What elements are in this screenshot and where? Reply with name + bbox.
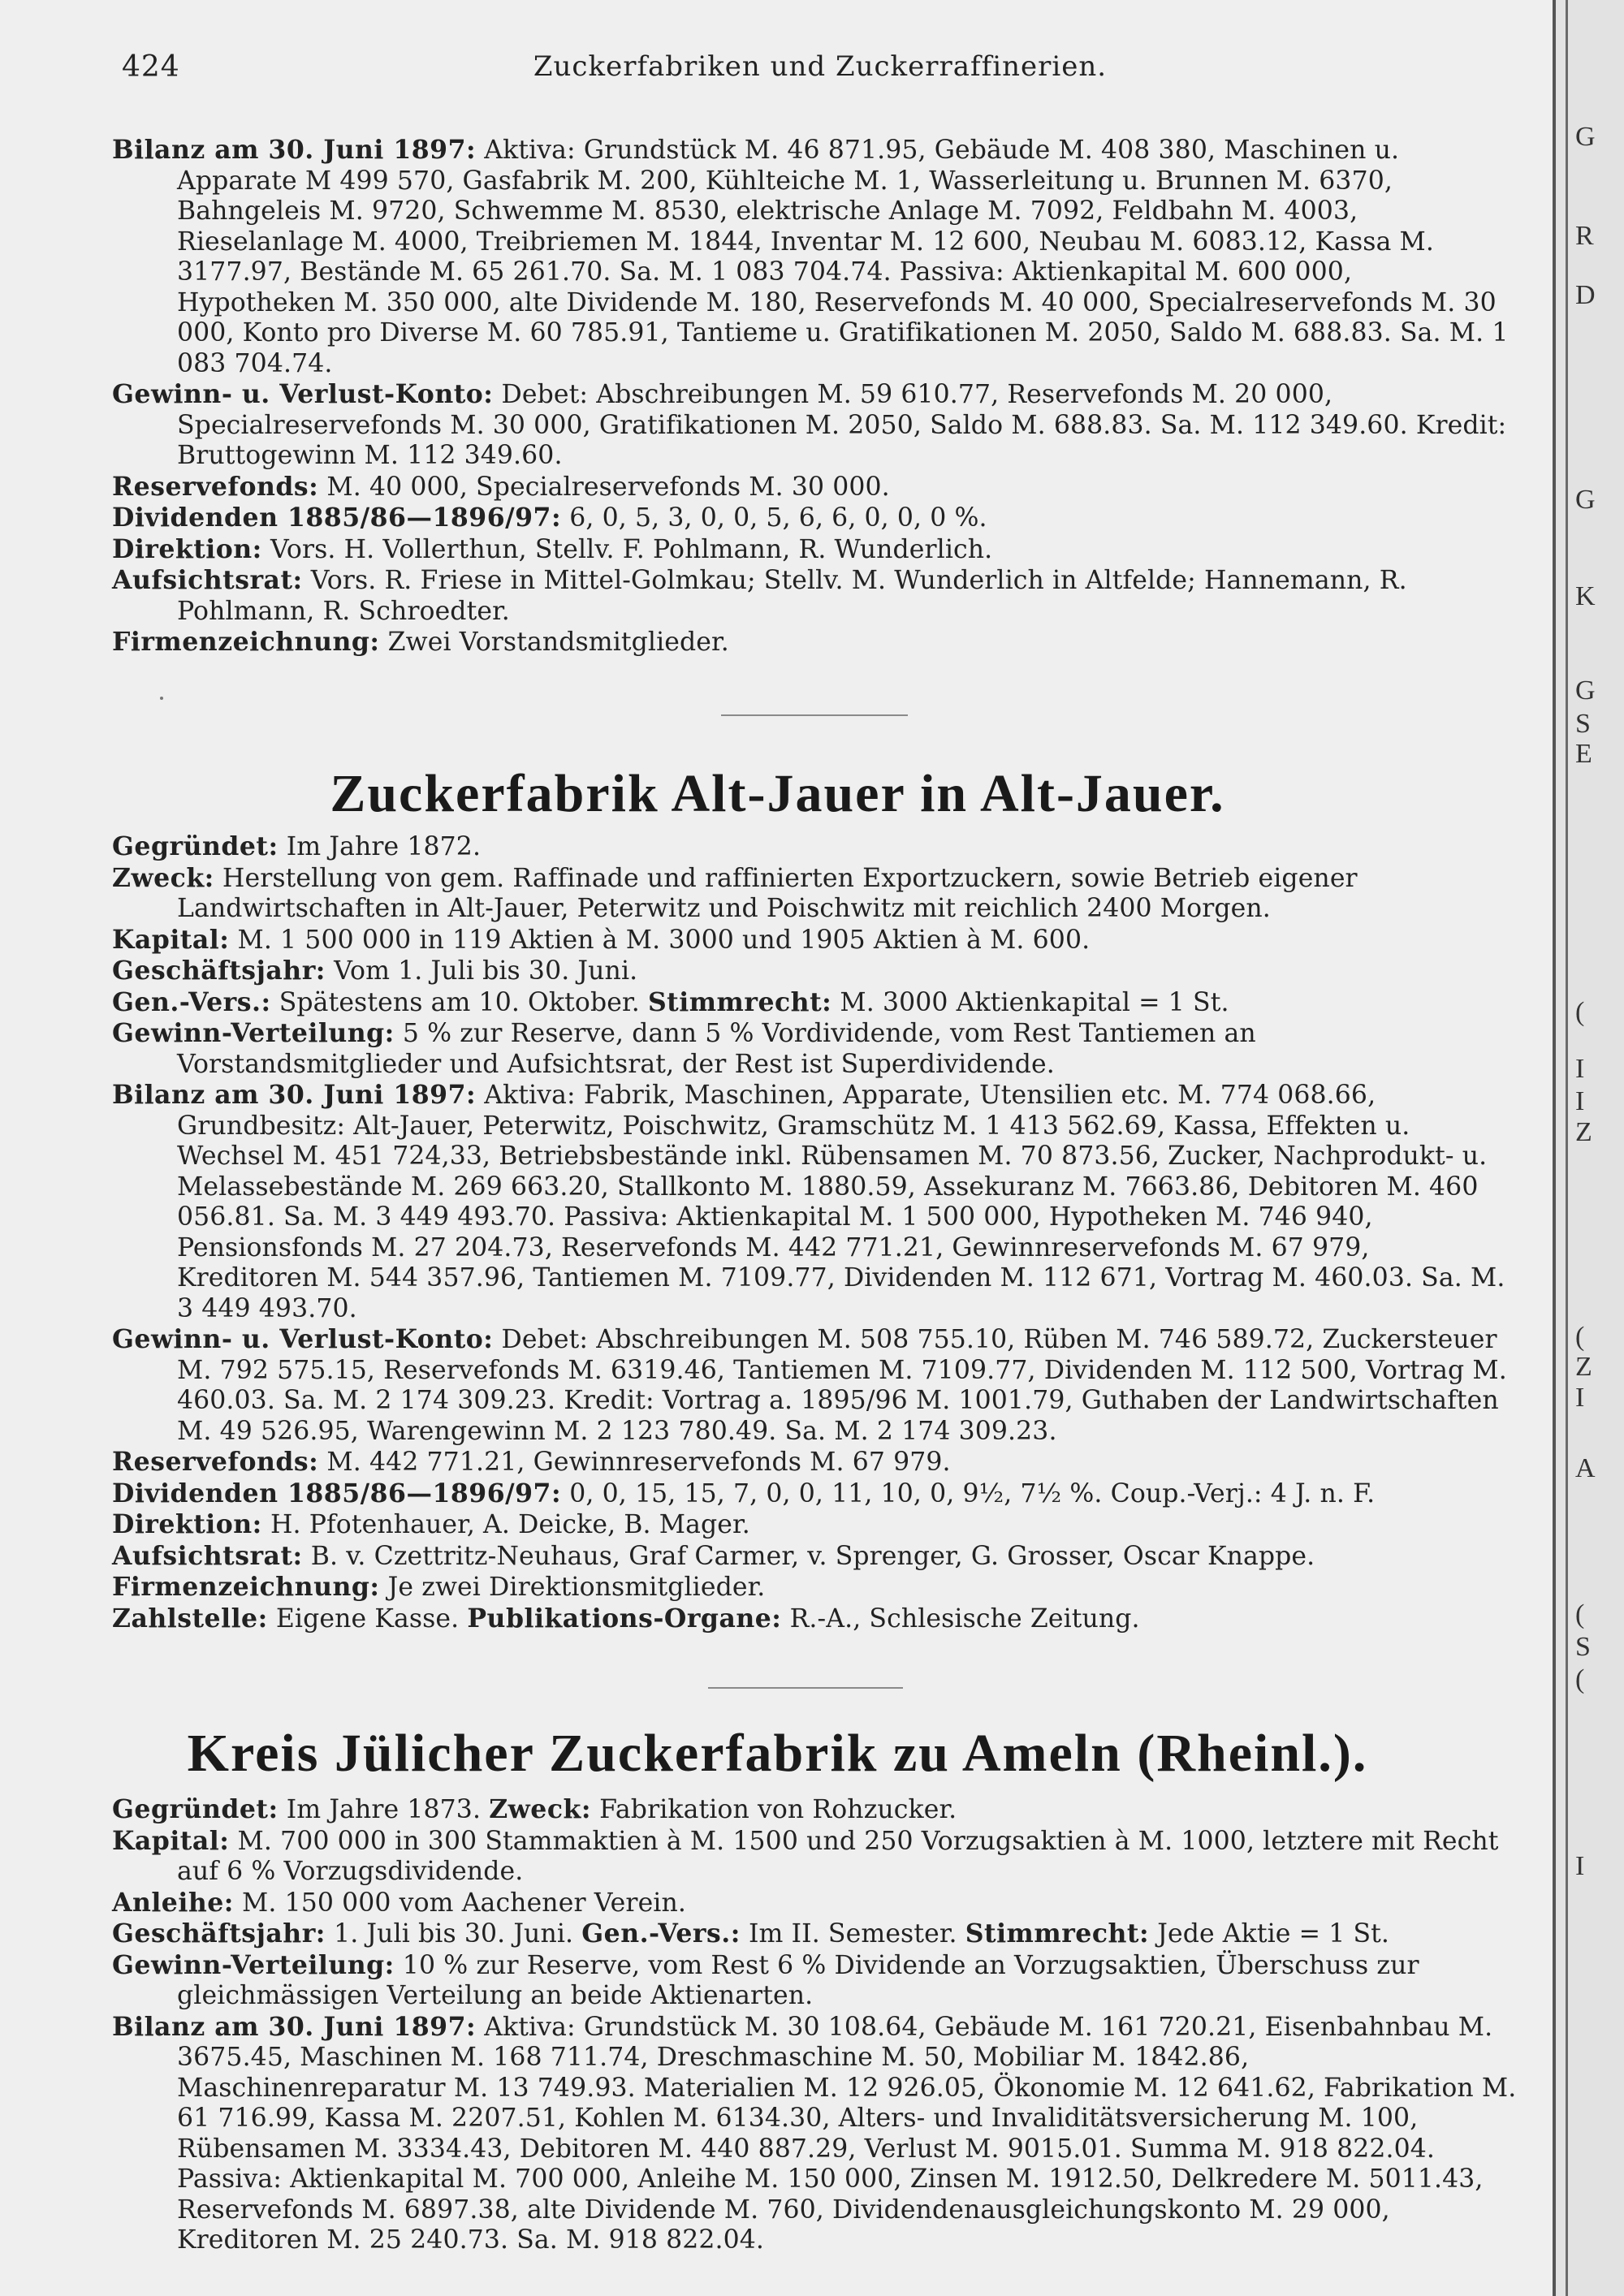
- edge-letter: K: [1575, 581, 1596, 611]
- field-label: Gewinn-Verteilung:: [112, 1949, 395, 1980]
- page-fold-line-secondary: [1566, 0, 1568, 2296]
- supervisory-board-paragraph: [112, 565, 1518, 627]
- supervisory-board-paragraph: [112, 1541, 1518, 1573]
- field-label: Bilanz am 30. Juni 1897:: [112, 135, 477, 165]
- field-label: Dividenden 1885/86—1896/97:: [112, 1478, 562, 1508]
- field-label: Stimmrecht:: [965, 1918, 1150, 1949]
- field-text: M. 3000 Aktienkapital = 1 St.: [840, 987, 1229, 1017]
- edge-letter: D: [1575, 280, 1596, 310]
- field-text: Debet: Abschreibungen M. 59 610.77, Reservefonds M. 20 000, Specialreservefonds M. 30 000, Gratifikationen M. 2050, Saldo M. 688.83. Sa. M. 112 349.60. Kredit: Bruttogewinn M. 112 349.60.: [177, 380, 1507, 470]
- field-text: H. Pfotenhauer, A. Deicke, B. Mager.: [270, 1510, 750, 1539]
- field-label: Aufsichtsrat:: [112, 1540, 303, 1571]
- profit-distribution-paragraph: [112, 1950, 1518, 2012]
- field-text: M. 40 000, Specialreservefonds M. 30 000.: [326, 472, 890, 502]
- edge-letter: S: [1575, 1632, 1591, 1662]
- field-text: M. 442 771.21, Gewinnreservefonds M. 67 979.: [326, 1448, 951, 1477]
- page-fold-line: [1553, 0, 1556, 2296]
- field-text: Aktiva: Grundstück M. 46 871.95, Gebäude M. 408 380, Maschinen u. Apparate M 499 570, Gasfabrik M. 200, Kühlteiche M. 1, Wasserleitung u. Brunnen M. 6370, Bahngeleis M. 9720, Schwemme M. 8530, elektrische Anlage M. 7092, Feldbahn M. 4003, Rieselanlage M. 4000, Treibriemen M. 1844, Inventar M. 12 600, Neubau M. 6083.12, Kassa M. 3177.97, Bestände M. 65 261.70. Sa. M. 1 083 704.74. Passiva: Aktienkapital M. 600 000, Hypotheken M. 350 000, alte Dividende M. 180, Reservefonds M. 40 000, Specialreservefonds M. 30 000, Konto pro Diverse M. 60 785.91, Tantieme u. Gratifikationen M. 2050, Saldo M. 688.83. Sa. M. 1 083 704.74.: [177, 136, 1509, 378]
- field-text: M. 1 500 000 in 119 Aktien à M. 3000 und 1905 Aktien à M. 600.: [237, 925, 1091, 955]
- profit-loss-paragraph: [112, 379, 1518, 472]
- fiscal-year-paragraph: [112, 956, 1518, 987]
- section-divider: [721, 714, 908, 716]
- edge-letter: G: [1575, 675, 1596, 706]
- edge-letter: Z: [1575, 1352, 1592, 1382]
- company-title: Zuckerfabrik Alt-Jauer in Alt-Jauer.: [330, 764, 1225, 823]
- edge-letter: (: [1575, 1664, 1585, 1694]
- edge-letter: I: [1575, 1851, 1585, 1881]
- reserve-fund-paragraph: [112, 1447, 1518, 1478]
- field-text: Jede Aktie = 1 St.: [1157, 1919, 1390, 1949]
- field-text: Je zwei Direktionsmitglieder.: [387, 1573, 766, 1602]
- company-title: Kreis Jülicher Zuckerfabrik zu Ameln (Rheinl.).: [187, 1724, 1368, 1783]
- field-text: 6, 0, 5, 3, 0, 0, 5, 6, 6, 0, 0, 0 %.: [569, 503, 987, 533]
- section-continued-entry: [112, 135, 1518, 658]
- edge-letter: R: [1575, 221, 1594, 251]
- profit-distribution-paragraph: [112, 1018, 1518, 1080]
- profit-loss-paragraph: [112, 1324, 1518, 1447]
- capital-paragraph: [112, 925, 1518, 956]
- field-label: Reservefonds:: [112, 471, 319, 502]
- field-label: Geschäftsjahr:: [112, 956, 326, 986]
- field-label: Gen.-Vers.:: [581, 1918, 741, 1949]
- field-label: Zweck:: [489, 1794, 591, 1824]
- field-text: Vom 1. Juli bis 30. Juni.: [334, 956, 638, 986]
- edge-letter: (: [1575, 1599, 1585, 1629]
- signature-paragraph: [112, 627, 1518, 658]
- field-label: Zweck:: [112, 862, 214, 893]
- field-text: Debet: Abschreibungen M. 508 755.10, Rüben M. 746 589.72, Zuckersteuer M. 792 575.15, Reservefonds M. 6319.46, Tantiemen M. 7109.77, Dividenden M. 112 500, Vortrag M. 460.03. Sa. M. 2 174 309.23. Kredit: Vortrag a. 1895/96 M. 1001.79, Guthaben der Landwirtschaften M. 49 526.95, Warengewinn M. 2 123 780.49. Sa. M. 2 174 309.23.: [177, 1325, 1507, 1446]
- company-entry-ameln: [112, 1794, 1518, 2256]
- fiscal-year-paragraph: [112, 1918, 1518, 1950]
- field-text: Herstellung von gem. Raffinade und raffinierten Exportzuckern, sowie Betrieb eigener Landwirtschaften in Alt-Jauer, Peterwitz und Poischwitz mit reichlich 2400 Morgen.: [177, 863, 1358, 923]
- field-text: 10 % zur Reserve, vom Rest 6 % Dividende an Vorzugsaktien, Überschuss zur gleichmässigen Verteilung an beide Aktienarten.: [177, 1950, 1419, 2010]
- reserve-fund-paragraph: [112, 472, 1518, 503]
- field-label: Gegründet:: [112, 1794, 279, 1824]
- field-label: Zahlstelle:: [112, 1603, 268, 1634]
- field-label: Firmenzeichnung:: [112, 627, 380, 657]
- field-text: Im II. Semester.: [748, 1919, 957, 1949]
- field-text: Zwei Vorstandsmitglieder.: [387, 628, 729, 657]
- edge-letter: (: [1575, 1322, 1585, 1352]
- balance-sheet-paragraph: [112, 135, 1518, 379]
- purpose-paragraph: [112, 863, 1518, 925]
- field-text: Aktiva: Grundstück M. 30 108.64, Gebäude M. 161 720.21, Eisenbahnbau M. 3675.45, Maschinen M. 168 711.74, Dreschmaschine M. 50, Mobiliar M. 1842.86, Maschinenreparatur M. 13 749.93. Materialien M. 12 926.05, Ökonomie M. 12 641.62, Fabrikation M. 61 716.99, Kassa M. 2207.51, Kohlen M. 6134.30, Alters- und Invaliditätsversicherung M. 100, Rübensamen M. 3334.43, Debitoren M. 440 887.29, Verlust M. 9015.01. Summa M. 918 822.04. Passiva: Aktienkapital M. 700 000, Anleihe M. 150 000, Zinsen M. 1912.50, Delkredere M. 5011.43, Reservefonds M. 6897.38, alte Dividende M. 760, Dividendenausgleichungskonto M. 29 000, Kreditoren M. 25 240.73. Sa. M. 918 822.04.: [177, 2012, 1517, 2255]
- dividends-paragraph: [112, 503, 1518, 534]
- loan-paragraph: [112, 1888, 1518, 1919]
- field-text: Aktiva: Fabrik, Maschinen, Apparate, Utensilien etc. M. 774 068.66, Grundbesitz: Alt-Jauer, Peterwitz, Poischwitz, Gramschütz M. 1 413 562.69, Kassa, Effekten u. Wechsel M. 451 724,33, Betriebsbestände inkl. Rübensamen M. 70 873.56, Zucker, Nachprodukt- u. Melassebestände M. 269 663.20, Stallkonto M. 1880.59, Assekuranz M. 7663.86, Debitoren M. 460 056.81. Sa. M. 3 449 493.70. Passiva: Aktienkapital M. 1 500 000, Hypotheken M. 746 940, Pensionsfonds M. 27 204.73, Reservefonds M. 442 771.21, Gewinnreservefonds M. 67 979, Kreditoren M. 544 357.96, Tantiemen M. 7109.77, Dividenden M. 112 671, Vortrag M. 460.03. Sa. M. 3 449 493.70.: [177, 1081, 1505, 1323]
- edge-letter: G: [1575, 122, 1596, 152]
- field-text: M. 700 000 in 300 Stammaktien à M. 1500 und 250 Vorzugsaktien à M. 1000, letztere mit Recht auf 6 % Vorzugsdividende.: [177, 1826, 1499, 1886]
- field-text: R.-A., Schlesische Zeitung.: [789, 1603, 1140, 1634]
- field-label: Direktion:: [112, 533, 262, 564]
- edge-letter: I: [1575, 1086, 1585, 1116]
- field-label: Anleihe:: [112, 1887, 234, 1918]
- field-label: Gen.-Vers.:: [112, 986, 271, 1017]
- field-label: Gewinn- u. Verlust-Konto:: [112, 379, 494, 409]
- field-text: 0, 0, 15, 15, 7, 0, 0, 11, 10, 0, 9½, 7½ %. Coup.-Verj.: 4 J. n. F.: [569, 1478, 1376, 1508]
- field-label: Gewinn-Verteilung:: [112, 1018, 395, 1048]
- field-label: Direktion:: [112, 1509, 262, 1539]
- field-text: M. 150 000 vom Aachener Verein.: [242, 1888, 686, 1918]
- balance-sheet-paragraph: [112, 2012, 1518, 2256]
- general-meeting-paragraph: [112, 987, 1518, 1019]
- field-label: Firmenzeichnung:: [112, 1572, 380, 1602]
- field-label: Dividenden 1885/86—1896/97:: [112, 503, 562, 533]
- field-text: Im Jahre 1872.: [286, 832, 482, 861]
- field-text: Eigene Kasse.: [275, 1603, 460, 1634]
- dividends-paragraph: [112, 1478, 1518, 1510]
- edge-letter: I: [1575, 1054, 1585, 1084]
- capital-paragraph: [112, 1826, 1518, 1888]
- balance-sheet-paragraph: [112, 1080, 1518, 1324]
- field-text: Vors. H. Vollerthun, Stellv. F. Pohlmann, R. Wunderlich.: [270, 534, 993, 564]
- print-speck: [160, 697, 163, 700]
- field-label: Publikations-Organe:: [467, 1603, 782, 1634]
- field-text: Spätestens am 10. Oktober.: [279, 987, 640, 1017]
- field-text: Im Jahre 1873.: [286, 1795, 482, 1824]
- field-label: Gegründet:: [112, 831, 279, 861]
- field-text: 1. Juli bis 30. Juni.: [334, 1919, 574, 1949]
- edge-letter: G: [1575, 485, 1596, 515]
- field-label: Aufsichtsrat:: [112, 565, 303, 595]
- signature-paragraph: [112, 1572, 1518, 1603]
- section-divider: [708, 1687, 903, 1689]
- field-label: Stimmrecht:: [647, 986, 832, 1017]
- board-paragraph: [112, 1509, 1518, 1541]
- field-text: Fabrikation von Rohzucker.: [599, 1795, 957, 1824]
- field-label: Bilanz am 30. Juni 1897:: [112, 1080, 477, 1110]
- founded-paragraph: [112, 831, 1518, 863]
- adjacent-page-letters: [1575, 0, 1624, 2296]
- running-title: Zuckerfabriken und Zuckerraffinerien.: [533, 50, 1108, 83]
- company-entry-alt-jauer: [112, 831, 1518, 1634]
- page-number: 424: [122, 50, 180, 84]
- field-text: Vors. R. Friese in Mittel-Golmkau; Stellv. M. Wunderlich in Altfelde; Hannemann, R. Pohlmann, R. Schroedter.: [177, 566, 1407, 626]
- field-label: Gewinn- u. Verlust-Konto:: [112, 1324, 494, 1354]
- field-text: 5 % zur Reserve, dann 5 % Vordividende, vom Rest Tantiemen an Vorstandsmitglieder und Aufsichtsrat, der Rest ist Superdividende.: [177, 1019, 1256, 1079]
- edge-letter: I: [1575, 1383, 1585, 1413]
- field-label: Bilanz am 30. Juni 1897:: [112, 2011, 477, 2042]
- board-paragraph: [112, 534, 1518, 566]
- field-label: Geschäftsjahr:: [112, 1918, 326, 1949]
- field-label: Kapital:: [112, 1825, 230, 1856]
- edge-letter: E: [1575, 739, 1592, 769]
- field-text: B. v. Czettritz-Neuhaus, Graf Carmer, v. Sprenger, G. Grosser, Oscar Knappe.: [310, 1541, 1315, 1571]
- field-label: Reservefonds:: [112, 1447, 319, 1477]
- edge-letter: (: [1575, 997, 1585, 1027]
- edge-letter: Z: [1575, 1117, 1592, 1147]
- founded-paragraph: [112, 1794, 1518, 1826]
- paying-office-paragraph: [112, 1603, 1518, 1635]
- edge-letter: S: [1575, 709, 1591, 739]
- field-label: Kapital:: [112, 924, 230, 955]
- page-header: [122, 50, 1518, 91]
- edge-letter: A: [1575, 1453, 1596, 1483]
